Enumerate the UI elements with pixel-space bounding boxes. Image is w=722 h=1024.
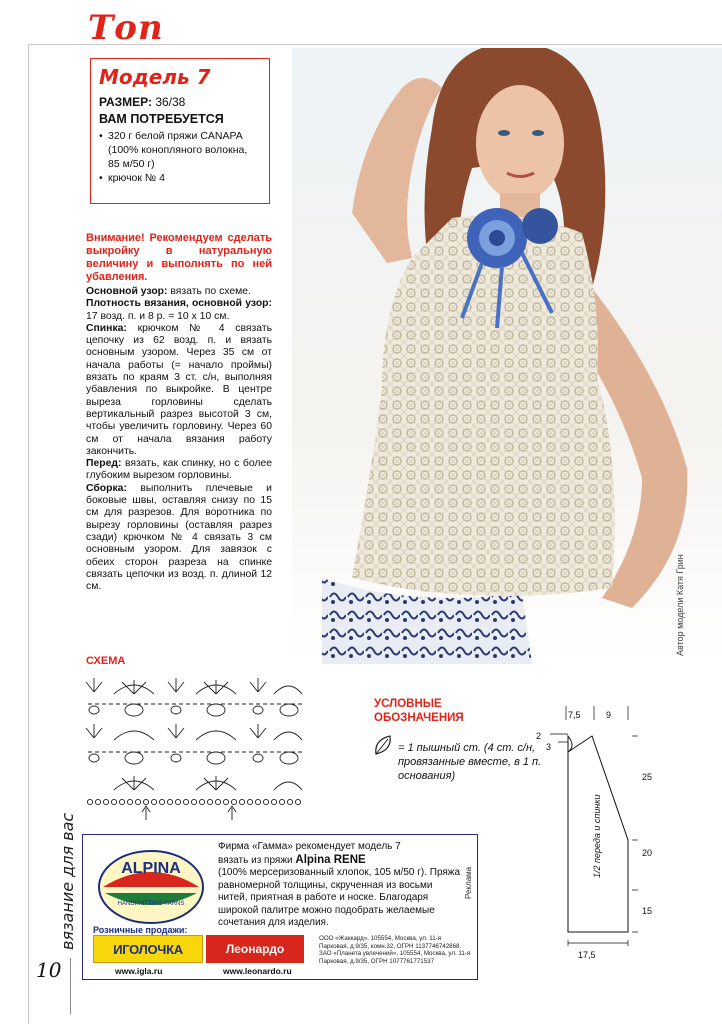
instructions bbox=[86, 286, 272, 593]
model-title: Модель 7 bbox=[99, 65, 211, 89]
ad-text: Фирма «Гамма» рекомендует модель 7 вязать из пряжи Alpina RENE (100% мерсеризованный хлопок, 105 м/50 г). Пряжа равномерной толщины, скрученная из восьми нитей, приятная в работе и носке. Благодаря широкой палитре можно подобрать желаемые сочетания для изделия. bbox=[218, 841, 461, 928]
photo-credit: Автор модели Катя Грин bbox=[675, 554, 685, 656]
dim-neck-b: 3 bbox=[546, 742, 552, 752]
page-title: Топ bbox=[88, 8, 164, 48]
instruction-paragraph: Спинка: крючком № 4 связать цепочку из 62 возд. п. и вязать основным узором. Через 35 см от начала работы (= начало проймы) вязать по краям 3 ст. с/н, выполняя убавления по выкройке. В центре выреза горловины сделать вертикальный разрез высотой 3 см, чтобы увеличить горловину. Через 60 см от начала вязания работу закончить. bbox=[86, 322, 272, 457]
instruction-paragraph: Плотность вязания, основной узор: 17 возд. п. и 8 р. = 10 х 10 см. bbox=[86, 298, 272, 322]
left-gutter-rule bbox=[28, 44, 29, 1024]
page-number-rule bbox=[70, 958, 71, 1014]
material-item: • крючок № 4 bbox=[99, 171, 261, 185]
pattern-label: 1/2 переда и спинки bbox=[592, 794, 602, 878]
alpina-logo bbox=[95, 847, 207, 925]
dim-height-bottom: 15 bbox=[642, 906, 653, 916]
instruction-paragraph: Основной узор: вязать по схеме. bbox=[86, 286, 251, 297]
shop-url-igla[interactable]: www.igla.ru bbox=[115, 966, 163, 976]
page-number: 10 bbox=[36, 958, 62, 982]
model-box bbox=[90, 58, 270, 204]
logo-sub: HANDKNITTING YARNS bbox=[117, 901, 185, 907]
crochet-chart bbox=[84, 672, 306, 822]
dim-top-right: 9 bbox=[606, 710, 612, 720]
leaf-stitch-icon bbox=[372, 734, 396, 756]
shop-leonardo: Леонардо bbox=[206, 935, 304, 963]
logo-brand: ALPINA bbox=[121, 860, 181, 877]
legend-title: УСЛОВНЫЕ ОБОЗНАЧЕНИЯ bbox=[374, 698, 464, 724]
attention-note: Внимание! Рекомендуем сделать выкройку в натуральную величину и выполнять по ней убавления. bbox=[86, 232, 272, 283]
material-item: • 320 г белой пряжи CANAPA (100% конопляного волокна, 85 м/50 г) bbox=[99, 129, 261, 171]
model-illustration bbox=[292, 48, 722, 664]
legal-text: ООО «Жаккард», 105554, Москва, ул. 11-я Парковая, д.9/35, комн.32, ОГРН 1137746742868. ЗАО «Планета увлечений», 105554, Москва, ул. 11-я Парковая, д.9/35, ОГРН 1077761771537 bbox=[319, 935, 471, 965]
dim-top-left: 7,5 bbox=[568, 710, 581, 720]
instruction-paragraph: Перед: вязать, как спинку, но с более глубоким вырезом горловины. bbox=[86, 458, 272, 482]
magazine-side-label: вязание для вас bbox=[58, 812, 77, 950]
dim-bottom-width: 17,5 bbox=[578, 950, 596, 960]
advertisement bbox=[82, 834, 478, 980]
size-line bbox=[99, 95, 261, 109]
dim-height-top: 25 bbox=[642, 772, 653, 782]
ad-side-label: Реклама bbox=[464, 866, 473, 899]
shop-url-leonardo[interactable]: www.leonardo.ru bbox=[223, 966, 292, 976]
shop-igolochka: ИГОЛОЧКА bbox=[93, 935, 203, 963]
schema-title: СХЕМА bbox=[86, 655, 126, 667]
pattern-diagram bbox=[530, 700, 722, 962]
instruction-paragraph: Сборка: выполнить плечевые и боковые швы, оставляя снизу по 15 см для разрезов. Для воротника по вырезу горловины (оставляя разрез сзади) крючком № 4 связать 3 см основным узором. Для завязок с обеих сторон разреза на спинке связать цепочки из возд. п. длиной 12 см. bbox=[86, 482, 272, 593]
retail-label: Розничные продажи: bbox=[93, 925, 188, 935]
size-value: 36/38 bbox=[155, 95, 186, 109]
size-label: РАЗМЕР: bbox=[99, 95, 152, 109]
materials-heading: ВАМ ПОТРЕБУЕТСЯ bbox=[99, 112, 224, 126]
legend-text: = 1 пышный ст. (4 ст. с/н, провязанные вместе, в 1 п. основания) bbox=[398, 742, 542, 782]
dim-neck-a: 2 bbox=[536, 731, 542, 741]
model-photo bbox=[292, 48, 722, 664]
dim-height-mid: 20 bbox=[642, 848, 653, 858]
